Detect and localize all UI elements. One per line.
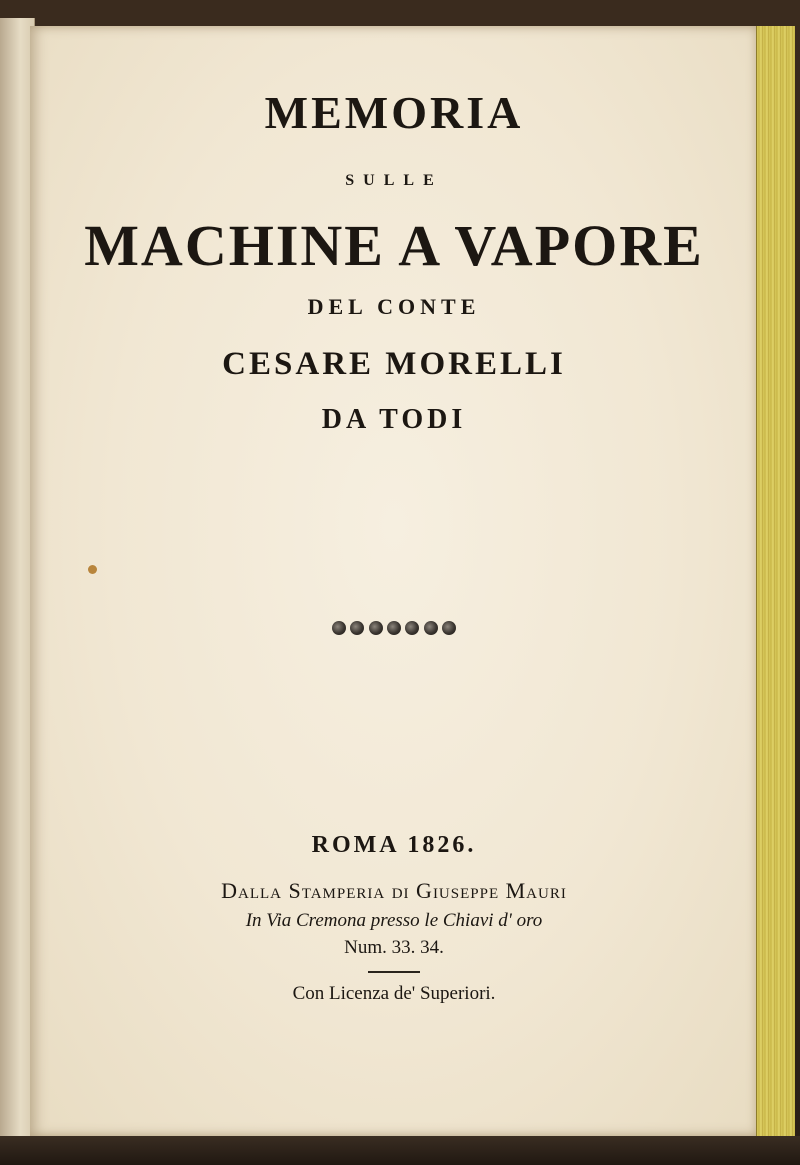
foxing-spot	[88, 565, 97, 574]
divider-rule	[368, 971, 420, 973]
book-title: MEMORIA	[264, 87, 524, 138]
imprint-printer: Dalla Stamperia di Giuseppe Mauri	[221, 878, 567, 903]
title-preposition: SULLE	[345, 172, 443, 189]
fleuron-icon	[442, 621, 456, 635]
fleuron-row-icon	[332, 621, 456, 637]
imprint-license: Con Licenza de' Superiori.	[292, 983, 496, 1004]
gilt-page-edges	[756, 26, 795, 1136]
author-origin: DA TODI	[321, 404, 467, 435]
fleuron-icon	[387, 621, 401, 635]
fleuron-icon	[369, 621, 383, 635]
fleuron-icon	[350, 621, 364, 635]
imprint-number: Num. 33. 34.	[344, 937, 444, 958]
by-line: DEL CONTE	[307, 294, 481, 319]
binding-bottom	[0, 1136, 800, 1165]
title-page-content	[30, 26, 758, 1136]
author-name: CESARE MORELLI	[222, 346, 566, 382]
imprint-city-year: ROMA 1826.	[311, 832, 477, 858]
fleuron-icon	[332, 621, 346, 635]
imprint-address: In Via Cremona presso le Chiavi d' oro	[245, 910, 543, 931]
fleuron-icon	[424, 621, 438, 635]
fleuron-icon	[405, 621, 419, 635]
book-subject: MACHINE A VAPORE	[84, 213, 704, 278]
